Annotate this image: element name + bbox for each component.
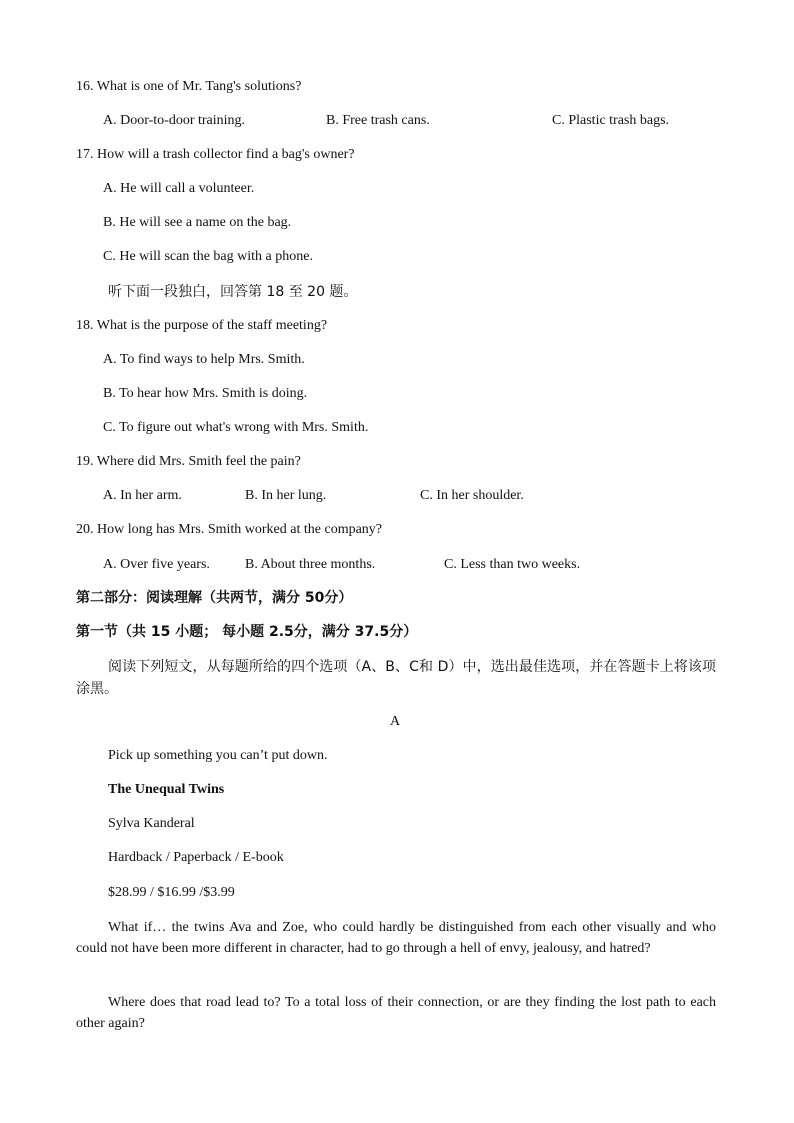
question-17-option-b: B. He will see a name on the bag.: [103, 215, 292, 230]
listening-instruction: 听下面一段独白，回答第 18 至 20 题。: [108, 284, 358, 300]
question-20-option-a: A. Over five years.: [103, 557, 210, 572]
question-18-option-c: C. To figure out what's wrong with Mrs. Smith.: [103, 420, 369, 435]
passage-paragraph-1: What if… the twins Ava and Zoe, who could hardly be distinguished from each other visually and who could not have been more different in character, had to go through a hell of envy, jealousy, and hatred?: [76, 920, 716, 956]
question-16-stem: 16. What is one of Mr. Tang's solutions?: [76, 79, 302, 94]
question-17-stem: 17. How will a trash collector find a bag's owner?: [76, 147, 355, 162]
question-19-stem: 19. Where did Mrs. Smith feel the pain?: [76, 454, 301, 469]
question-16-option-a: A. Door-to-door training.: [103, 113, 246, 128]
question-18-option-b: B. To hear how Mrs. Smith is doing.: [103, 386, 308, 401]
question-17-option-c: C. He will scan the bag with a phone.: [103, 249, 313, 264]
book-formats: Hardback / Paperback / E-book: [108, 850, 284, 865]
question-18-option-a: A. To find ways to help Mrs. Smith.: [103, 352, 305, 367]
part2-heading: 第二部分：阅读理解（共两节，满分 50分）: [76, 590, 353, 606]
question-17-option-a: A. He will call a volunteer.: [103, 181, 255, 196]
question-20-option-c: C. Less than two weeks.: [444, 557, 581, 572]
question-16-option-c: C. Plastic trash bags.: [552, 113, 670, 128]
reading-instructions: 阅读下列短文，从每题所给的四个选项（A、B、C和 D）中，选出最佳选项，并在答题卡上将该项涂黑。: [76, 659, 716, 697]
question-19-option-a: A. In her arm.: [103, 488, 182, 503]
question-20-stem: 20. How long has Mrs. Smith worked at the company?: [76, 522, 383, 537]
question-18-stem: 18. What is the purpose of the staff meeting?: [76, 318, 328, 333]
book-prices: $28.99 / $16.99 /$3.99: [108, 885, 235, 900]
question-16-option-b: B. Free trash cans.: [326, 113, 430, 128]
passage-paragraph-2: Where does that road lead to? To a total loss of their connection, or are they finding the lost path to each other again?: [76, 995, 716, 1031]
question-19-option-c: C. In her shoulder.: [420, 488, 524, 503]
section1-heading: 第一节（共 15 小题； 每小题 2.5分，满分 37.5分）: [76, 624, 418, 640]
book-title: The Unequal Twins: [108, 782, 225, 797]
passage-tagline: Pick up something you can’t put down.: [108, 748, 328, 763]
question-20-option-b: B. About three months.: [245, 557, 376, 572]
book-author: Sylva Kanderal: [108, 816, 195, 831]
question-19-option-b: B. In her lung.: [245, 488, 327, 503]
passage-letter: A: [390, 714, 401, 729]
